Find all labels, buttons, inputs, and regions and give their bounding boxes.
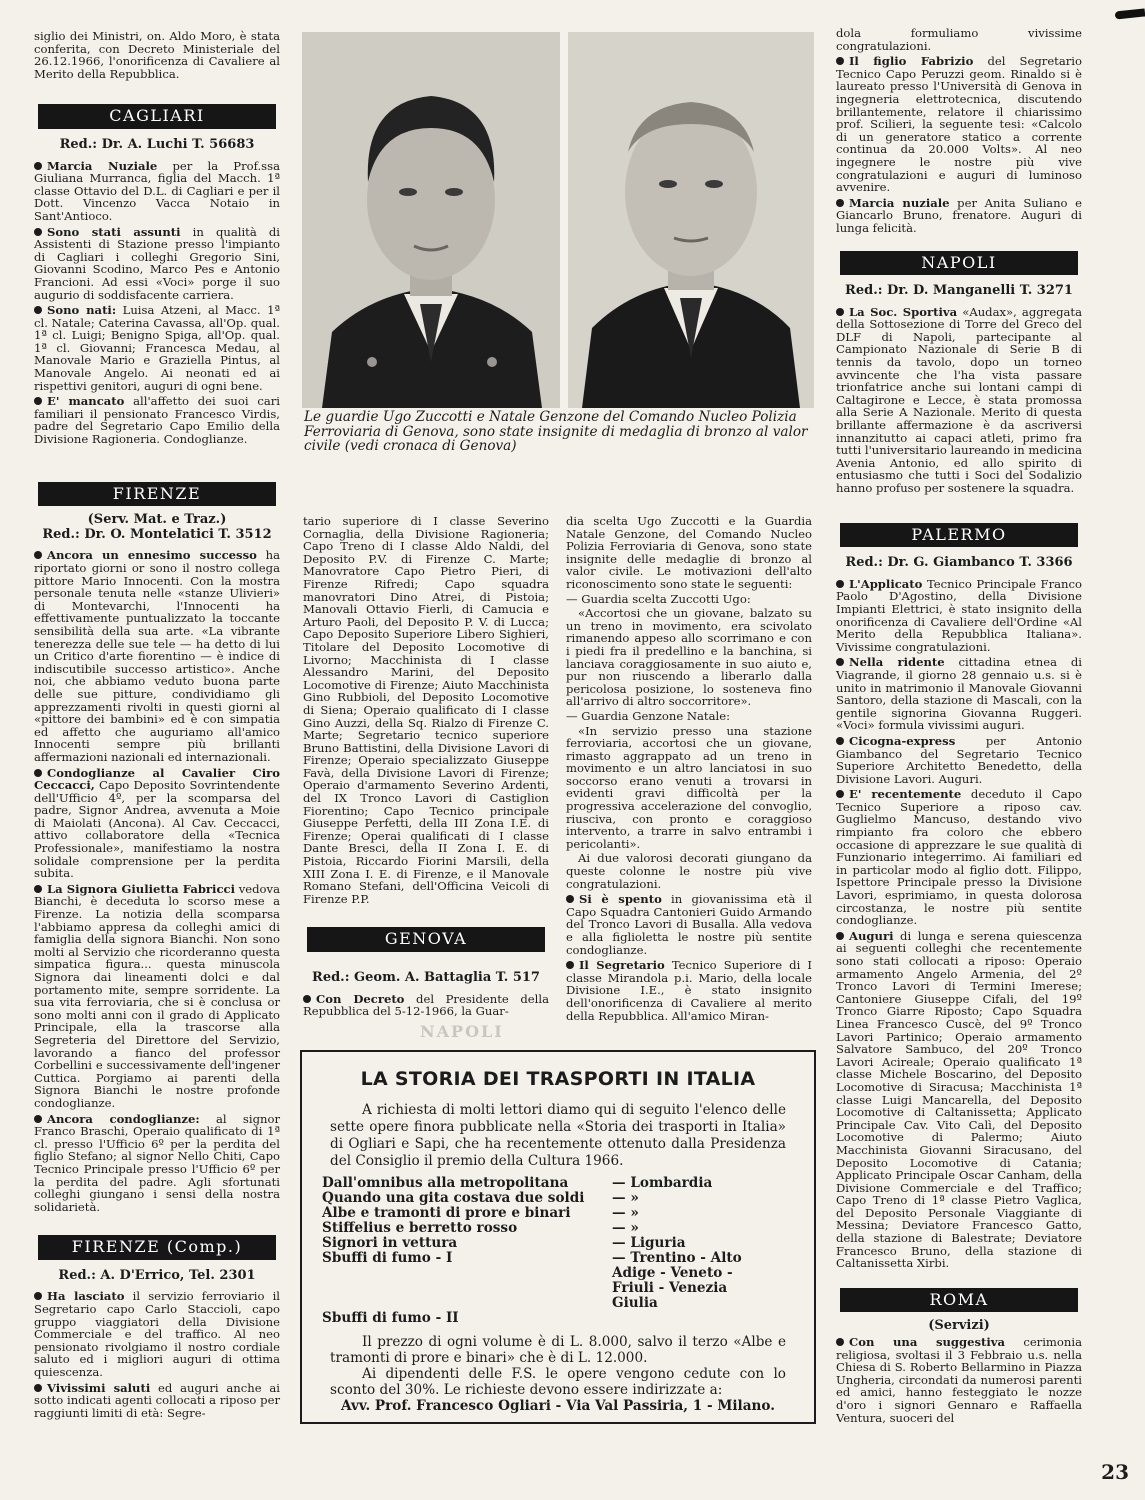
firenze-comp-item-1: Ha lasciato il servizio ferroviario il Segretario capo Carlo Staccioli, capo gruppo viaggiatori della Divisione Commerciale e del traffico. Al neo pensionato rivolgiamo il nostro cordiale saluto ed i migliori auguri di ottima quiescenza.: [34, 1289, 280, 1380]
column-2: [303, 515, 549, 1020]
box-intro: A richiesta di molti lettori diamo qui di seguito l'elenco delle sette opere finora pubblicate nella «Storia dei trasporti in Italia» di Ogliari e Sapi, che ha recentemente ottenuto dalla Presidenza del Consiglio il premio della Cultura 1966.: [330, 1102, 786, 1169]
palermo-item-4: E' recentemente deceduto il Capo Tecnico Superiore a riposo cav. Guglielmo Mancuso, destando vivo rimpianto fra coloro che ebbero occasione di apprezzare le sue qualità di Funzionario integerrimo. Ai familiari ed in particolar modo al figlio dott. Filippo, Ispettore Principale presso la Divisione Lavori, esprimiamo, in questa dolorosa circostanza, le nostre più sentite condoglianze.: [836, 787, 1082, 928]
work-row: Sbuffi di fumo - II: [322, 1310, 459, 1326]
col4-item-1: Il figlio Fabrizio del Segretario Tecnico Capo Peruzzi geom. Rinaldo si è laureato presso l'Università di Genova in ingegneria elettrotecnica, discutendo brillantemente, relatore il chiarissimo prof. Scilieri, la seguente tesi: «Calcolo di un generatore statico a corrente continua da 20.000 Volts». Al neo ingegnere le nostre più vive congratulazioni e auguri di luminoso avvenire.: [836, 54, 1082, 195]
col4-item-2: Marcia nuziale per Anita Suliano e Giancarlo Bruno, frenatore. Auguri di lunga felicità.: [836, 195, 1083, 235]
palermo-item-2: Nella ridente cittadina etnea di Viagrande, il giorno 28 gennaio u.s. si è unito in matrimonio il Manovale Giovanni Santoro, della stazione di Mascali, con la gentile signorina Giovanna Ruggeri. «Voci» formula vivissimi auguri.: [836, 655, 1082, 733]
storia-trasporti-box: [300, 1050, 816, 1424]
banner-palermo: PALERMO: [840, 523, 1078, 548]
column-3: [566, 515, 812, 1024]
box-title: LA STORIA DEI TRASPORTI IN ITALIA: [360, 1068, 756, 1090]
bullet-icon: [836, 308, 844, 316]
bullet-icon: [34, 1292, 42, 1300]
palermo-item-1: L'Applicato Tecnico Principale Franco Paolo D'Agostino, della Divisione Impianti Elettrici, è stato insignito della onorificenza di Cavaliere dell'Ordine «Al Merito della Repubblica Italiana». Vivissime congratulazioni.: [836, 576, 1082, 654]
bullet-icon: [34, 397, 42, 405]
col1-intro: siglio dei Ministri, on. Aldo Moro, è stata conferita, con Decreto Ministeriale del 26.12.1966, l'onorificenza di Cavaliere al Merito della Repubblica.: [34, 29, 280, 81]
bullet-icon: [836, 1338, 844, 1346]
col2-text: tario superiore di I classe Severino Cornaglia, della Divisione Ragioneria; Capo Treno di I classe Aldo Naldi, del Deposito P.V. di Firenze C. Marte; Manovratore Capo Pietro Pieri, di Firenze Rifredi; Capo squadra manovratori Dino Atrei, di Pistoia; Manovali Ottavio Fierli, di Camucia e Arturo Paoli, del Deposito P. V. di Lucca; Capo Deposito Superiore Libero Sighieri, Titolare del Deposito Locomotive di Livorno; Macchinista di I classe Alessandro Marini, del Deposito Locomotive di Firenze; Aiuto Macchinista Gino Rubbioli, del Deposito Locomotive di Siena; Operaio qualificato di I classe Gino Auzzi, della Sq. Rialzo di Firenze C. Marte; Segretario tecnico superiore Bruno Battistini, della Divisione Lavori di Firenze; Operaio specializzato Giuseppe Favà, della Divisione Lavori di Firenze; Operaio d'armamento Severino Ardenti, del IX Tronco Lavori di Castiglion Fiorentino; Capo Tecnico principale Giuseppe Perfetti, della III Zona I.E. di Firenze; Operai qualificati di I classe Dante Bresci, della II Zona I. E. di Pistoia, Riccardo Fiorini Marsili, della XIII Zona I. E. di Firenze, e il Manovale Romano Stefani, dell'Officina Veicoli di Firenze P.P.: [303, 514, 549, 906]
firenze-item-4: Ancora condoglianze: al signor Franco Braschi, Operaio qualificato di 1ª cl. presso l'Ufficio 6º per la perdita del figlio Stefano; al signor Nello Chiti, Capo Tecnico Principale presso l'Ufficio 6º per la perdita del padre. Agli sfortunati colleghi giungano i sensi della nostra solidarietà.: [34, 1111, 281, 1214]
firenze-item-2: Condoglianze al Cavalier Ciro Ceccacci, Capo Deposito Sovrintendente dell'Ufficio 4º, per la scomparsa del padre, Signor Andrea, avvenuta a Moie di Maiolati (Ancona). Al Cav. Ceccacci, attivo collaboratore della «Tecnica Professionale», manifestiamo la nostra solidale comprensione per la perdita subita.: [34, 765, 280, 881]
bullet-icon: [34, 162, 42, 170]
work-row: Quando una gita costava due soldi — »: [322, 1190, 639, 1206]
portrait-genzone-image: [568, 32, 814, 408]
photo-caption: Le guardie Ugo Zuccotti e Natale Genzone del Comando Nucleo Polizia Ferroviaria di Genova, sono state insignite di medaglia di bronzo al valor civile (vedi cronaca di Genova): [304, 409, 808, 454]
bullet-icon: [566, 961, 574, 969]
cagliari-item-4: E' mancato all'affetto dei suoi cari familiari il pensionato Francesco Virdis, padre del Segretario Capo Emilio della Divisione Ragioneria. Condoglianze.: [34, 394, 280, 447]
bullet-icon: [34, 1384, 42, 1392]
box-discount: Ai dipendenti delle F.S. le opere vengono cedute con lo sconto del 30%. Le richieste devono essere indirizzate a:: [330, 1366, 786, 1398]
palermo-item-5: Auguri di lunga e serena quiescenza ai seguenti colleghi che recentemente sono stati collocati a riposo: Operaio armamento Angelo Armenia, del 2º Tronco Lavori di Termini Imerese; Cantoniere Giuseppe Cifali, del 19º Tronco Giarre Riposto; Capo Squadra Linea Francesco Cuscè, del 9º Tronco Lavori Partinico; Operaio armamento Salvatore Sambuco, del 20º Tronco Lavori Acireale; Operaio qualificato 1ª classe Michele Boscarino, del Deposito Locomotive di Siracusa; Macchinista 1ª classe Luigi Mancarella, del Deposito Locomotive di Caltanissetta; Applicato Principale Cav. Vito Calì, del Deposito Locomotive di Palermo; Aiuto Macchinista Giovanni Siracusano, del Deposito Locomotive di Catania; Applicato Principale Oscar Canham, della Divisione Commerciale e del Traffico; Capo Treno di 1ª classe Pietro Vaglica, del Deposito Personale Viaggiante di Messina; Deviatore Francesco Gatto, della stazione di Balestrate; Deviatore Francesco Bruno, della stazione di Caltanissetta Xirbi.: [836, 928, 1082, 1271]
col4-intro: dola formuliamo vivissime congratulazioni.: [836, 26, 1082, 53]
cagliari-item-1: Marcia Nuziale per la Prof.ssa Giuliana Murranca, figlia del Macch. 1ª classe Ottavio del D.L. di Cagliari e per il Dott. Vincenzo Vacca Notaio in Sant'Antioco.: [34, 158, 280, 223]
work-row: Sbuffi di fumo - I — Trentino - Alto Adige - Veneto - Friuli - Venezia Giulia: [322, 1250, 742, 1311]
column-4: [836, 27, 1082, 1426]
bullet-icon: [836, 199, 844, 207]
bullet-icon: [566, 895, 574, 903]
box-price: Il prezzo di ogni volume è di L. 8.000, salvo il terzo «Albe e tramonti di prore e binari» che è di L. 12.000.: [330, 1334, 786, 1366]
bullet-icon: [34, 228, 42, 236]
works-list: [322, 1176, 814, 1326]
cagliari-item-2: Sono stati assunti in qualità di Assistenti di Stazione presso l'impianto di Cagliari i colleghi Gregorio Sini, Giovanni Scodino, Marco Pes e Antonio Francioni. Ad essi «Voci» porge il suo augurio di soddisfacente carriera.: [34, 224, 280, 302]
red-genova: Red.: Geom. A. Battaglia T. 517: [312, 970, 540, 985]
bullet-icon: [836, 790, 844, 798]
sub-roma: (Servizi): [928, 1318, 990, 1334]
banner-roma: ROMA: [840, 1288, 1078, 1313]
bullet-icon: [34, 551, 42, 559]
bullet-icon: [34, 306, 42, 314]
red-cagliari: Red.: Dr. A. Luchi T. 56683: [59, 136, 255, 152]
firenze-comp-item-2: Vivissimi saluti ed auguri anche ai sotto indicati agenti collocati a riposo per raggiunti limiti di età: Segre-: [34, 1380, 280, 1420]
work-row: Signori in vettura — Liguria: [322, 1235, 686, 1251]
work-row: Dall'omnibus alla metropolitana — Lombardia: [322, 1175, 713, 1191]
bullet-icon: [836, 580, 844, 588]
napoli-item-1: La Soc. Sportiva «Audax», aggregata della Sottosezione di Torre del Greco del DLF di Napoli, partecipante al Campionato Nazionale di Serie B di tennis da tavolo, dopo un torneo avvincente che l'ha vista passare trionfatrice anche sui lontani campi di Caltagirone e Lecce, è stata promossa alla Serie A Nazionale. Merito di questa brillante affermazione è da ascriversi innanzitutto ai capaci atleti, primo fra tutti l'universitario laureando in medicina Avenia Antonio, ed allo spirito di entusiasmo che tutti i Soci del Sodalizio hanno profuso per sostenere la squadra.: [836, 304, 1082, 495]
bullet-icon: [303, 995, 311, 1003]
faint-bleed-text: NAPOLI: [420, 1022, 504, 1041]
box-address: Avv. Prof. Francesco Ogliari - Via Val Passiria, 1 - Milano.: [341, 1398, 775, 1414]
col3-p4: — Guardia Genzone Natale:: [566, 708, 730, 723]
palermo-item-3: Cicogna-express per Antonio Giambanco del Segretario Tecnico Superiore Architetto Benedetto, della Divisione Lavori. Auguri.: [836, 733, 1082, 786]
banner-firenze: FIRENZE: [38, 482, 276, 507]
banner-cagliari: CAGLIARI: [38, 104, 276, 129]
col3-p3: «Accortosi che un giovane, balzato su un treno in movimento, era scivolato rimanendo appeso allo scorrimano e con i piedi fra il predellino e la banchina, si lanciava coraggiosamente in suo aiuto e, pur non riuscendo a liberarlo dalla pericolosa posizione, lo sosteneva fino all'arrivo di altro soccorritore».: [566, 606, 812, 709]
banner-firenze-comp: FIRENZE (Comp.): [38, 1235, 276, 1260]
work-row: Stiffelius e berretto rosso — »: [322, 1220, 639, 1236]
bullet-icon: [836, 658, 844, 666]
red-napoli: Red.: Dr. D. Manganelli T. 3271: [845, 283, 1073, 299]
col3-p1: dia scelta Ugo Zuccotti e la Guardia Natale Genzone, del Comando Nucleo Polizia Ferroviaria di Genova, sono state insignite delle medaglie di bronzo al valor civile. Le motivazioni dell'alto riconoscimento sono state le seguenti:: [566, 514, 812, 591]
col3-p2: — Guardia scelta Zuccotti Ugo:: [566, 591, 751, 606]
bullet-icon: [836, 737, 844, 745]
corner-ink-mark: [1115, 8, 1145, 19]
red-firenze: Red.: Dr. O. Montelatici T. 3512: [42, 526, 272, 542]
cagliari-item-3: Sono nati: Luisa Atzeni, al Macc. 1ª cl. Natale; Caterina Cavassa, all'Op. qual. 1ª cl. Luigi; Benigno Spiga, all'Op. qual. 1ª cl. Giovanni; Francesca Medau, al Manovale Mario e Graziella Pintus, al Manovale Angelo. Ai neonati ed ai rispettivi genitori, auguri di ogni bene.: [34, 303, 280, 393]
portrait-zuccotti-image: [302, 32, 560, 408]
work-row: Albe e tramonti di prore e binari — »: [322, 1205, 639, 1221]
photo-genzone: [568, 32, 814, 408]
bullet-icon: [34, 1115, 42, 1123]
bullet-icon: [34, 885, 42, 893]
red-firenze-comp: Red.: A. D'Errico, Tel. 2301: [58, 1267, 256, 1283]
bullet-icon: [836, 932, 844, 940]
col3-p6: Ai due valorosi decorati giungano da queste colonne le nostre più vive congratulazioni.: [566, 851, 812, 891]
genova-item-1: Con Decreto del Presidente della Repubblica del 5-12-1966, la Guar-: [303, 991, 549, 1019]
banner-napoli: NAPOLI: [840, 251, 1078, 276]
col3-item-2: Il Segretario Tecnico Superiore di I classe Mirandola p.i. Mario, della locale Divisione I.E., è stato insignito dell'onorificenza di Cavaliere al merito della Repubblica. All'amico Miran-: [566, 958, 812, 1023]
sub-firenze: (Serv. Mat. e Traz.): [87, 512, 227, 528]
bullet-icon: [836, 57, 844, 65]
banner-genova: GENOVA: [307, 927, 545, 952]
firenze-item-3: La Signora Giulietta Fabricci vedova Bianchi, è deceduta lo scorso mese a Firenze. La notizia della scomparsa l'abbiamo appresa da colleghi amici di famiglia della signora Bianchi. Non sono molti al Servizio che ricorderanno questa simpatica figura... questa minuscola Signora dai lineamenti dolci e dal portamento mite, sempre sorridente. La sua vita ferroviaria, che si è conclusa or sono molti anni con il grado di Applicato Principale, ella la trascorse alla Segreteria del Direttore del Servizio, lavorando a fianco del professor Corbellini e successivamente dell'ingener Cuttica. Porgiamo ai parenti della Signora Bianchi le nostre profonde condoglianze.: [34, 881, 280, 1110]
page-number: 23: [1101, 1460, 1129, 1484]
red-palermo: Red.: Dr. G. Giambanco T. 3366: [845, 555, 1073, 571]
bullet-icon: [34, 769, 42, 777]
roma-item-1: Con una suggestiva cerimonia religiosa, svoltasi il 3 Febbraio u.s. nella Chiesa di S. Roberto Bellarmino in Piazza Ungheria, circondati da numerosi parenti ed amici, hanno festeggiato le nozze d'oro i signori Gennaro e Raffaella Ventura, suoceri del: [836, 1335, 1082, 1425]
col3-item-1: Si è spento in giovanissima età il Capo Squadra Cantonieri Guido Armando del Tronco Lavori di Busalla. Alla vedova e alla figlioletta le nostre più sentite condoglianze.: [566, 892, 812, 957]
col3-p5: «In servizio presso una stazione ferroviaria, accortosi che un giovane, rimasto aggrappato ad un treno in movimento e un altro lanciatosi in suo soccorso erano venuti a trovarsi in evidenti gravi difficoltà per la progressiva accelerazione del convoglio, riusciva, con pronto e coraggioso intervento, a trarre in salvo entrambi i pericolanti».: [566, 723, 812, 851]
photo-zuccotti: [302, 32, 560, 408]
column-1: [34, 30, 280, 1421]
firenze-item-1: Ancora un ennesimo successo ha riportato giorni or sono il nostro collega pittore Mario Innocenti. Con la mostra personale tenuta nelle «stanze Ulivieri» di Montevarchi, l'Innocenti ha effettivamente puntualizzato la toccante sensibilità della sua arte. «La vibrante tenerezza delle sue tele — ha detto di lui un Critico d'arte fiorentino — è indice di indiscutibile successo artistico». Anche noi, che abbiamo veduto buona parte delle sue pitture, condividiamo gli apprezzamenti rivolti in questi giorni al «pittore dei bambini» ed è con simpatia ed affetto che auguriamo all'amico Innocenti sempre più brillanti affermazioni nazionali ed internazionali.: [34, 548, 280, 764]
